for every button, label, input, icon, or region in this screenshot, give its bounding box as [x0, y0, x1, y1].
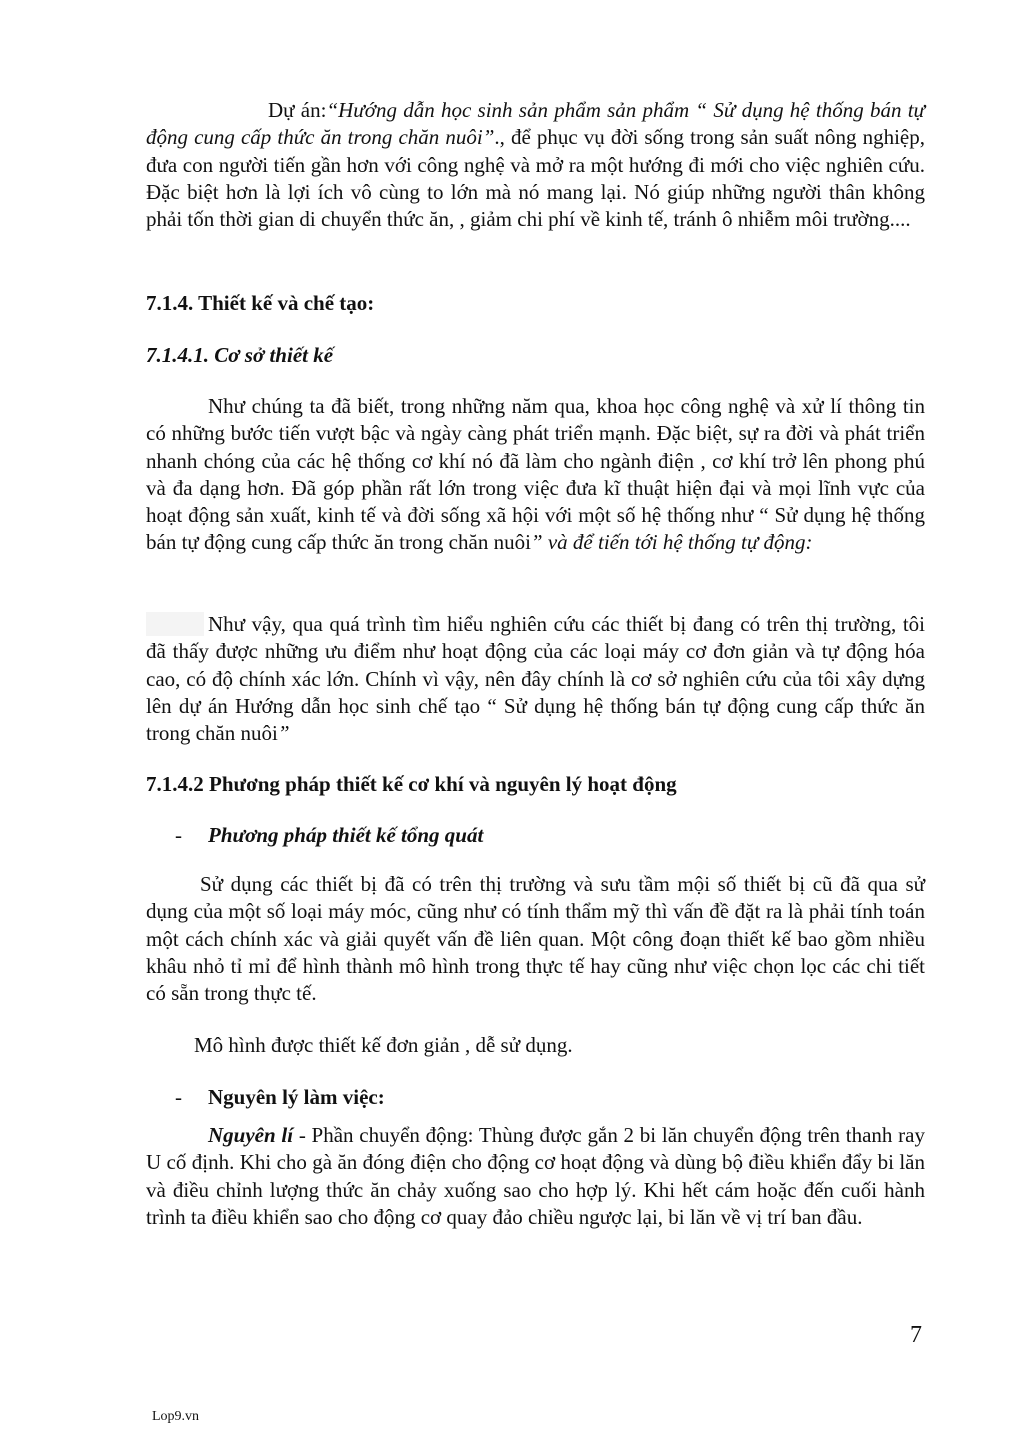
- working-principle-label: Nguyên lý làm việc:: [208, 1085, 385, 1109]
- design-basis-paragraph-1: [146, 393, 925, 557]
- bullet-working-principle: [175, 1085, 385, 1110]
- bullet-dash: -: [175, 823, 182, 847]
- method-paragraph: [146, 871, 925, 1007]
- design-basis-paragraph-2: [146, 611, 925, 747]
- design-basis-p2-quote-end: ”: [277, 721, 290, 746]
- method-text: Sử dụng các thiết bị đã có trên thị trường và sưu tầm mội số thiết bị cũ đã qua sử dụng của một số loại máy móc, cũng như có tính thẩm mỹ thì vấn đề đặt ra là phải tính toán một cách chính xác và giải quyết vấn đề liên quan. Một công đoạn thiết kế bao gồm nhiều khâu nhỏ tỉ mỉ để hình thành mô hình trong thực tế hay cũng như việc chọn lọc các chi tiết có sẵn trong thực tế.: [146, 872, 925, 1006]
- intro-paragraph: [146, 97, 925, 233]
- model-simple-paragraph: [146, 1032, 925, 1059]
- intro-quote: “Hướng dẫn học sinh sản phẩm sản phẩm “ Sử dụng hệ thống bán tự động cung cấp thức ăn trong chăn nuôi”: [146, 98, 925, 150]
- model-simple-text: Mô hình được thiết kế đơn giản , dễ sử dụng.: [194, 1033, 573, 1057]
- page-number: 7: [910, 1322, 922, 1348]
- design-basis-p1-quote-end: ” và để tiến tới hệ thống tự động:: [530, 530, 813, 555]
- footer-source: Lop9.vn: [152, 1409, 200, 1424]
- heading-7-1-4-1: 7.1.4.1. Cơ sở thiết kế: [146, 343, 334, 367]
- principle-lead: Nguyên lí: [208, 1123, 294, 1147]
- principle-paragraph: [146, 1122, 925, 1231]
- general-method-label: Phương pháp thiết kế tổng quát: [208, 823, 484, 847]
- design-basis-p1-text: Như chúng ta đã biết, trong những năm qua, khoa học công nghệ và xử lí thông tin có những bước tiến vượt bậc và ngày càng phát triển mạnh. Đặc biệt, sự ra đời và phát triển nhanh chóng của các hệ thống cơ khí nó đã làm cho ngành điện , cơ khí trở lên phong phú và đa dạng hơn. Đã góp phần rất lớn trong việc đưa kĩ thuật hiện đại và mọi lĩnh vực của hoạt động sản xuất, kinh tế và đời sống xã hội với một số hệ thống như “ Sử dụng hệ thống bán tự động cung cấp thức ăn trong chăn nuôi: [146, 394, 925, 555]
- bullet-dash-2: -: [175, 1085, 182, 1109]
- intro-lead: Dự án:: [268, 98, 327, 122]
- intro-rest: ., để phục vụ đời sống trong sản suất nông nghiệp, đưa con người tiến gần hơn với công nghệ và mở ra một hướng đi mới cho việc nghiên cứu. Đặc biệt hơn là lợi ích vô cùng to lớn mà nó mang lại. Nó giúp những người thân không phải tốn thời gian di chuyển thức ăn, , giảm chi phí về kinh tế, tránh ô nhiễm môi trường....: [146, 125, 926, 232]
- bullet-general-method: [175, 823, 483, 848]
- heading-7-1-4-2: 7.1.4.2 Phương pháp thiết kế cơ khí và nguyên lý hoạt động: [146, 772, 677, 796]
- heading-7-1-4: 7.1.4. Thiết kế và chế tạo:: [146, 291, 375, 315]
- principle-rest: - Phần chuyển động: Thùng được gắn 2 bi lăn chuyển động trên thanh ray U cố định. Khi cho gà ăn đóng điện cho động cơ hoạt động và dùng bộ điều khiển đẩy bi lăn và điều chỉnh lượng thức ăn chảy xuống sao cho hợp lý. Khi hết cám hoặc đến cuối hành trình ta điều khiển sao cho động cơ quay đảo chiều ngược lại, bi lăn về vị trí ban đầu.: [146, 1123, 925, 1229]
- design-basis-p2-text: Như vậy, qua quá trình tìm hiểu nghiên cứu các thiết bị đang có trên thị trường, tôi đã thấy được những ưu điểm như hoạt động của các loại máy cơ đơn giản và tự động hóa cao, có độ chính xác lớn. Chính vì vậy, nên đây chính là cơ sở nghiên cứu của tôi xây dựng lên dự án Hướng dẫn học sinh chế tạo “ Sử dụng hệ thống bán tự động cung cấp thức ăn trong chăn nuôi: [146, 612, 925, 746]
